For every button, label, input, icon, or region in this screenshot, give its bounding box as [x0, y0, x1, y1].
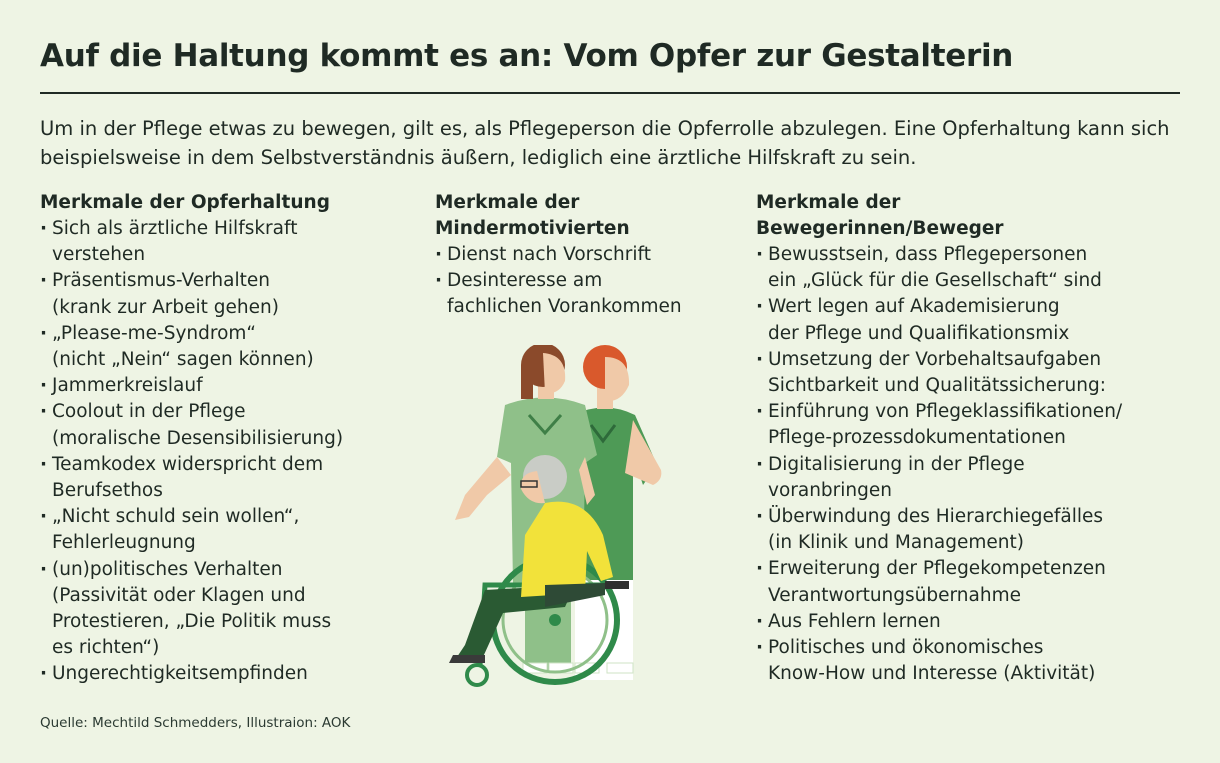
feature-list: [756, 242, 1196, 687]
list-item: · Teamkodex widerspricht dem Berufsethos: [40, 452, 410, 504]
list-item: · Dienst nach Vorschrift: [435, 242, 745, 268]
feature-list: [40, 216, 410, 688]
column-heading: Merkmale der Opferhaltung: [40, 192, 330, 213]
list-item: · Präsentismus-Verhalten (krank zur Arbeit gehen): [40, 268, 410, 320]
column-beweger: [756, 190, 1196, 687]
title-divider: [40, 92, 1180, 94]
list-item: · Umsetzung der Vorbehaltsaufgaben Sichtbarkeit und Qualitätssicherung:: [756, 347, 1196, 399]
column-heading: Merkmale der Mindermotivierten: [435, 192, 630, 239]
list-item: · Coolout in der Pflege (moralische Desensibilisierung): [40, 399, 410, 451]
list-item: · Digitalisierung in der Pflege voranbringen: [756, 452, 1196, 504]
list-item: · Desinteresse am fachlichen Vorankommen: [435, 268, 745, 320]
list-item: · „Please-me-Syndrom“ (nicht „Nein“ sagen können): [40, 321, 410, 373]
column-mindermotivierte: [435, 190, 745, 321]
list-item: · „Nicht schuld sein wollen“, Fehlerleugnung: [40, 504, 410, 556]
intro-text: Um in der Pflege etwas zu bewegen, gilt es, als Pflegeperson die Opferrolle abzulegen. Eine Opferhaltung kann sich beispielsweise in dem Selbstverständnis äußern, lediglich eine ärztliche Hilfskraft zu sein.: [40, 117, 1170, 169]
list-item: · Wert legen auf Akademisierung der Pflege und Qualifikationsmix: [756, 294, 1196, 346]
nurses-wheelchair-illustration: [425, 345, 675, 690]
list-item: · Überwindung des Hierarchiegefälles (in Klinik und Management): [756, 504, 1196, 556]
column-heading: Merkmale der Bewegerinnen/Beweger: [756, 192, 1004, 239]
page-title: Auf die Haltung kommt es an: Vom Opfer zur Gestalterin: [40, 38, 1014, 74]
list-item: · Sich als ärztliche Hilfskraft verstehen: [40, 216, 410, 268]
feature-list: [435, 242, 745, 321]
list-item: · Einführung von Pflegeklassifikationen/ Pflege-prozessdokumentationen: [756, 399, 1196, 451]
list-item: · (un)politisches Verhalten (Passivität oder Klagen und Protestieren, „Die Politik muss es richten“): [40, 557, 410, 662]
list-item: · Ungerechtigkeitsempfinden: [40, 661, 410, 687]
list-item: · Jammerkreislauf: [40, 373, 410, 399]
list-item: · Bewusstsein, dass Pflegepersonen ein „Glück für die Gesellschaft“ sind: [756, 242, 1196, 294]
list-item: · Aus Fehlern lernen: [756, 609, 1196, 635]
list-item: · Politisches und ökonomisches Know-How und Interesse (Aktivität): [756, 635, 1196, 687]
column-opferhaltung: [40, 190, 410, 688]
list-item: · Erweiterung der Pflegekompetenzen Verantwortungsübernahme: [756, 556, 1196, 608]
source-caption: Quelle: Mechtild Schmedders, Illustraion: AOK: [40, 715, 351, 731]
